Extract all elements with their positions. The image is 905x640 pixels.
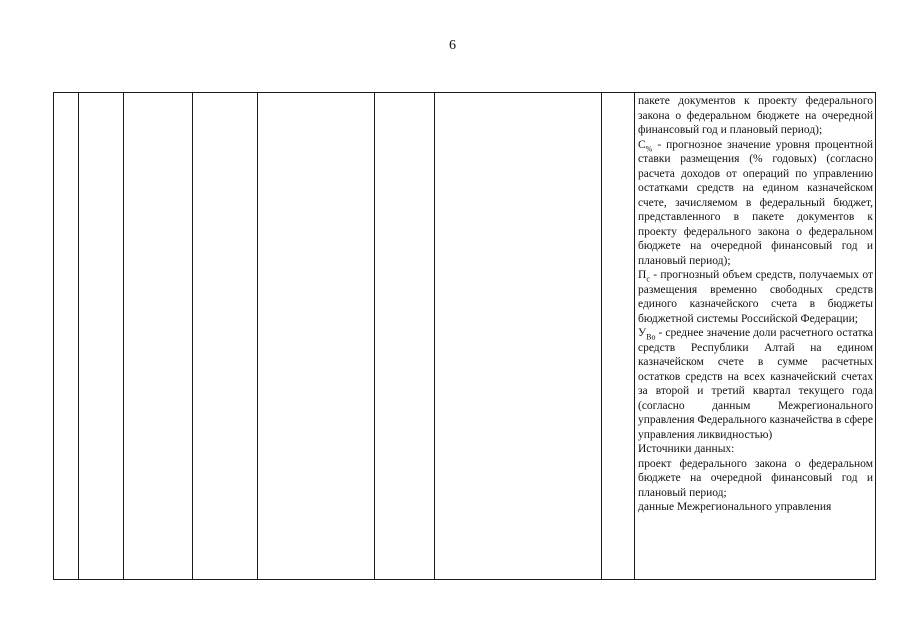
term-volume: $П_с$: [638, 269, 650, 284]
data-sources-heading: Источники данных:: [638, 443, 735, 455]
share-definition-text: - среднее значение доли расчетного остатка средств Республики Алтай на едином казначейском счете в сумме расчетных остатков средств на всех казначейский счетах за второй и третий квартал текущего года (согласно данным Межрегионального управления Федерального казначейства в сфере управления ликвидностью): [638, 327, 873, 441]
data-source-federal-law: проект федерального закона о федеральном бюджете на очередной финансовый год и плановый период;: [638, 457, 873, 499]
term-rate: $С_{\%}$: [638, 138, 653, 153]
data-source-treasury: данные Межрегионального управления: [638, 501, 832, 513]
paragraph-documents-package: пакете документов к проекту федерального закона о федеральном бюджете на очередной финансовый год и плановый период);: [638, 95, 873, 136]
table-row: [54, 93, 876, 580]
page-number: 6: [449, 38, 456, 53]
paragraph-rate-definition: [638, 138, 873, 269]
budget-methodology-table: [53, 92, 876, 580]
volume-definition-text: - прогнозный объем средств, получаемых от размещения временно свободных средств единого казначейского счета в бюджеты бюджетной системы Российской Федерации;: [638, 269, 873, 325]
table-cell-methodology-text: [635, 93, 876, 580]
rate-definition-text: - прогнозное значение уровня процентной ставки размещения (% годовых) (согласно расчета доходов от операций по управлению остатками средств на едином казначейском счете, зачисляемом в федеральный бюджет, представленного в пакете документов к проекту федерального закона о федеральном бюджете на очередной финансовый год и плановый период);: [638, 138, 873, 267]
term-share: $У_{Во}$: [638, 327, 656, 342]
table-cell-empty: [602, 93, 635, 580]
table-cell-empty: [54, 93, 79, 580]
table-cell-empty: [79, 93, 124, 580]
table-cell-empty: [258, 93, 375, 580]
paragraph-share-definition: [638, 326, 873, 442]
table-cell-empty: [375, 93, 435, 580]
paragraph-volume-definition: [638, 268, 873, 326]
table-cell-empty: [193, 93, 258, 580]
table-cell-empty: [124, 93, 193, 580]
table-cell-empty: [435, 93, 602, 580]
